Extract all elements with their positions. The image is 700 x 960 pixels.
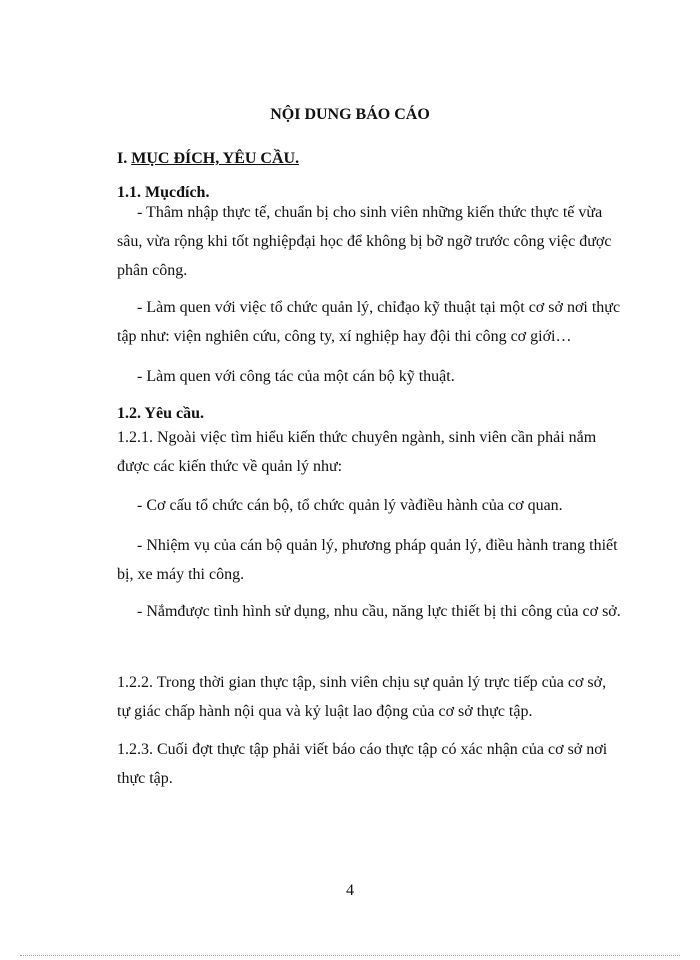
paragraph-requirement-1-2-3: 1.2.3. Cuối đợt thực tập phải viết báo cáo thực tập có xác nhận của cơ sở nơi thực tập. — [117, 741, 608, 787]
bullet-requirement-1: - Cơ cấu tổ chức cán bộ, tổ chức quản lý vàđiều hành của cơ quan. — [137, 497, 563, 514]
subsection-heading-1-1: 1.1. Mụcđích. — [117, 184, 210, 201]
paragraph-purpose-1: - Thâm nhập thực tế, chuẩn bị cho sinh viên những kiến thức thực tế vừa sâu, vừa rộng khi tốt nghiệpđại học để không bị bỡ ngỡ trước công việc được phân công. — [117, 204, 612, 279]
paragraph-purpose-2: - Làm quen với việc tổ chức quản lý, chỉđạo kỹ thuật tại một cơ sở nơi thực tập như: viện nghiên cứu, công ty, xí nghiệp hay đội thi công cơ giới… — [117, 299, 621, 345]
paragraph-requirement-1-2-2: 1.2.2. Trong thời gian thực tập, sinh viên chịu sự quản lý trực tiếp của cơ sở, tự giác chấp hành nội qua và kỷ luật lao động của cơ sở thực tập. — [117, 674, 607, 720]
paragraph-purpose-3: - Làm quen với công tác của một cán bộ kỹ thuật. — [137, 368, 455, 385]
paragraph-requirement-1-2-1: 1.2.1. Ngoài việc tìm hiểu kiến thức chuyên ngành, sinh viên cần phải nắm được các kiến thức về quản lý như: — [117, 429, 597, 475]
page-title: NỘI DUNG BÁO CÁO — [270, 106, 430, 123]
bullet-requirement-3: - Nắmđược tình hình sử dụng, nhu cầu, năng lực thiết bị thi công của cơ sở. — [137, 603, 621, 620]
section-number: I. — [117, 150, 132, 167]
section-title: MỤC ĐÍCH, YÊU CẦU. — [131, 150, 300, 167]
page-number: 4 — [346, 882, 354, 899]
section-heading-1 — [117, 150, 299, 168]
subsection-heading-1-2: 1.2. Yêu cầu. — [117, 405, 204, 422]
page-bottom-divider — [20, 955, 680, 956]
bullet-requirement-2: - Nhiệm vụ của cán bộ quản lý, phương pháp quản lý, điều hành trang thiết bị, xe máy thi công. — [117, 537, 618, 583]
